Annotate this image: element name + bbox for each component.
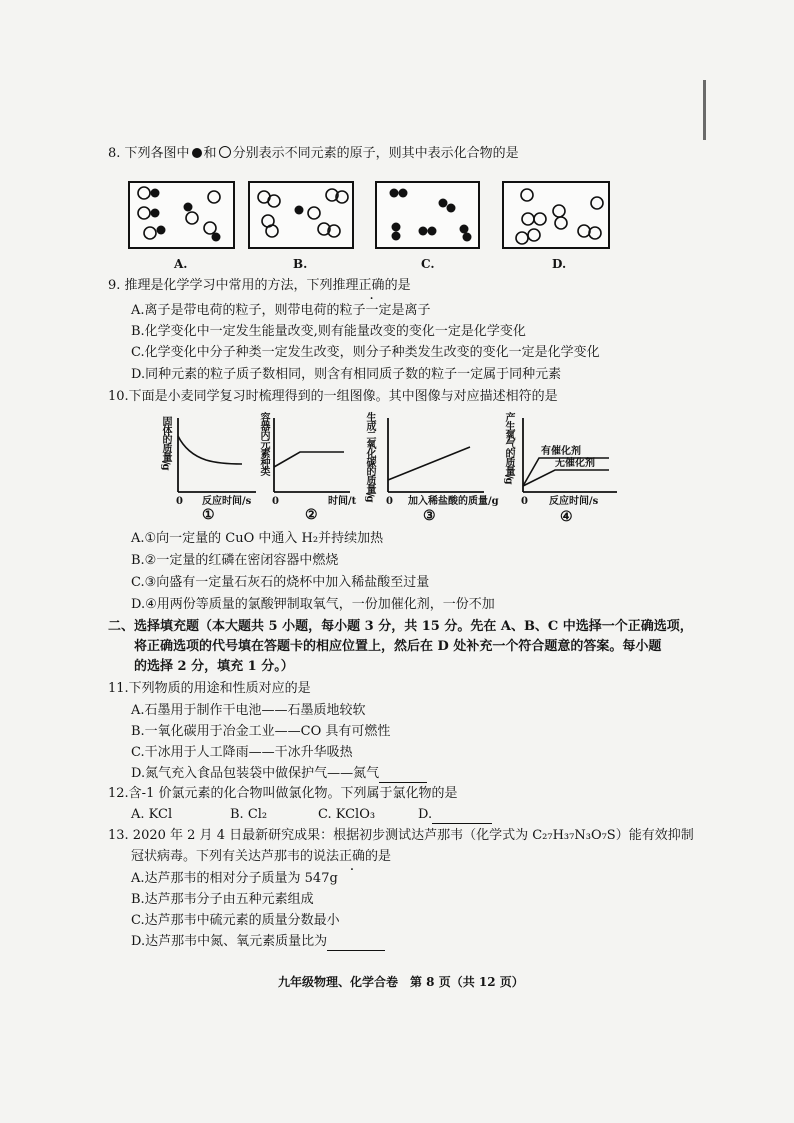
g1-xlabel: 反应时间/s <box>202 496 252 507</box>
q10-option-a: A.①向一定量的 CuO 中通入 H₂并持续加热 <box>131 531 384 546</box>
q11-answer-blank[interactable] <box>379 782 427 783</box>
g3-number: ③ <box>423 508 436 524</box>
q10-option-d: D.④用两份等质量的氯酸钾制取氧气，一份加催化剂，一份不加 <box>131 597 495 612</box>
q9-option-d: D.同种元素的粒子质子数相同，则含有相同质子数的粒子一定属于同种元素 <box>131 367 562 382</box>
q11-option-c: C.干冰用于人工降雨——干冰升华吸热 <box>131 745 353 760</box>
q10-option-b: B.②一定量的红磷在密闭容器中燃烧 <box>131 553 339 568</box>
q8-figure-b-atoms <box>250 183 352 247</box>
section2-title: 二、选择填充题（本大题共 5 小题，每小题 3 分，共 15 分。先在 A、B、C 中选择一个正确选项， <box>108 619 693 634</box>
g4-legend-no-catalyst: 无催化剂 <box>555 458 595 469</box>
g3-ylabel: 生成二氧化碳的质量/g <box>364 412 375 502</box>
g4-origin: 0 <box>521 496 528 507</box>
q11-option-d: D.氮气充入食品包装袋中做保护气——氮气 <box>131 765 427 783</box>
q10-stem: 10.下面是小麦同学复习时梳理得到的一组图像。其中图像与对应描述相符的是 <box>108 389 558 404</box>
q10-graph-3 <box>364 410 504 512</box>
q11-stem: 11.下列物质的用途和性质对应的是 <box>108 681 311 696</box>
q9-stem: 9. 推理是化学学习中常用的方法，下列推理正确的是 <box>108 278 411 293</box>
q10-option-c: C.③向盛有一定量石灰石的烧杯中加入稀盐酸至过量 <box>131 575 430 590</box>
q10-graph-1 <box>160 412 260 512</box>
q11-option-b: B.一氧化碳用于冶金工业——CO 具有可燃性 <box>131 724 391 739</box>
g1-number: ① <box>202 507 215 523</box>
q12-option-d: D. <box>418 806 492 824</box>
q8-label-d: D. <box>552 257 567 271</box>
q10-graph-2 <box>258 412 358 512</box>
q13-answer-blank[interactable] <box>327 950 385 951</box>
g2-number: ② <box>305 507 318 523</box>
g4-ylabel: 产生氧气的质量/g <box>503 412 514 484</box>
q13-option-b: B.达芦那韦分子由五种元素组成 <box>131 892 314 907</box>
q9-option-c: C.化学变化中分子种类一定发生改变，则分子种类发生改变的变化一定是化学变化 <box>131 345 600 360</box>
page-footer: 九年级物理、化学合卷 第 8 页（共 12 页） <box>278 975 524 989</box>
q13-option-d: D.达芦那韦中氮、氧元素质量比为 <box>131 933 385 951</box>
q12-option-b: B. Cl₂ <box>230 807 268 822</box>
g2-ylabel: 容器内元素种类 <box>258 412 269 475</box>
q10-graph-4 <box>503 410 623 512</box>
q12-answer-blank[interactable] <box>432 823 492 824</box>
q11-option-a: A.石墨用于制作干电池——石墨质地较软 <box>131 703 366 718</box>
g1-ylabel: 固体的质量/g <box>160 416 171 470</box>
filled-atom-icon <box>192 148 202 158</box>
q13-stem-line1: 13. 2020 年 2 月 4 日最新研究成果：根据初步测试达芦那韦（化学式为 C₂₇H₃₇N₃O₇S）能有效抑制 <box>108 828 694 843</box>
g4-number: ④ <box>560 509 573 525</box>
scan-artifact <box>703 80 706 140</box>
g2-origin: 0 <box>272 496 279 507</box>
q9-option-a: A.离子是带电荷的粒子，则带电荷的粒子一定是离子 <box>131 303 431 318</box>
q12-option-c: C. KClO₃ <box>318 807 376 822</box>
g3-xlabel: 加入稀盐酸的质量/g <box>408 496 499 507</box>
g4-legend-catalyst: 有催化剂 <box>541 446 581 457</box>
q8-label-b: B. <box>293 257 308 271</box>
q8-figure-a-atoms <box>130 183 233 247</box>
q12-option-a: A. KCl <box>131 807 173 822</box>
g2-xlabel: 时间/t <box>328 496 357 507</box>
q8-figure-c <box>375 181 480 249</box>
q8-label-a: A. <box>174 257 188 271</box>
q8-figure-d-atoms <box>504 183 608 247</box>
g4-xlabel: 反应时间/s <box>549 496 599 507</box>
g3-origin: 0 <box>386 496 393 507</box>
section2-line3: 的选择 2 分，填充 1 分。） <box>134 659 294 674</box>
hollow-atom-icon <box>219 146 231 158</box>
q13-option-c: C.达芦那韦中硫元素的质量分数最小 <box>131 913 340 928</box>
q8-label-c: C. <box>421 257 435 271</box>
q12-stem: 12.含-1 价氯元素的化合物叫做氯化物。下列属于氯化物的是 <box>108 786 458 801</box>
q13-stem-line2: 冠状病毒。下列有关达芦那韦的说法正确的是 <box>131 849 392 864</box>
q8-figure-a <box>128 181 235 249</box>
q8-figure-b <box>248 181 354 249</box>
q8-figure-c-atoms <box>377 183 478 247</box>
section2-line2: 将正确选项的代号填在答题卡的相应位置上，然后在 D 处补充一个符合题意的答案。每小题 <box>134 639 662 654</box>
q8-stem: 8. 下列各图中 和 分别表示不同元素的原子，则其中表示化合物的是 <box>108 146 519 161</box>
q9-option-b: B.化学变化中一定发生能量改变,则有能量改变的变化一定是化学变化 <box>131 324 526 339</box>
q13-option-a: A.达芦那韦的相对分子质量为 547g <box>131 871 338 886</box>
g1-origin: 0 <box>176 496 183 507</box>
q8-figure-d <box>502 181 610 249</box>
